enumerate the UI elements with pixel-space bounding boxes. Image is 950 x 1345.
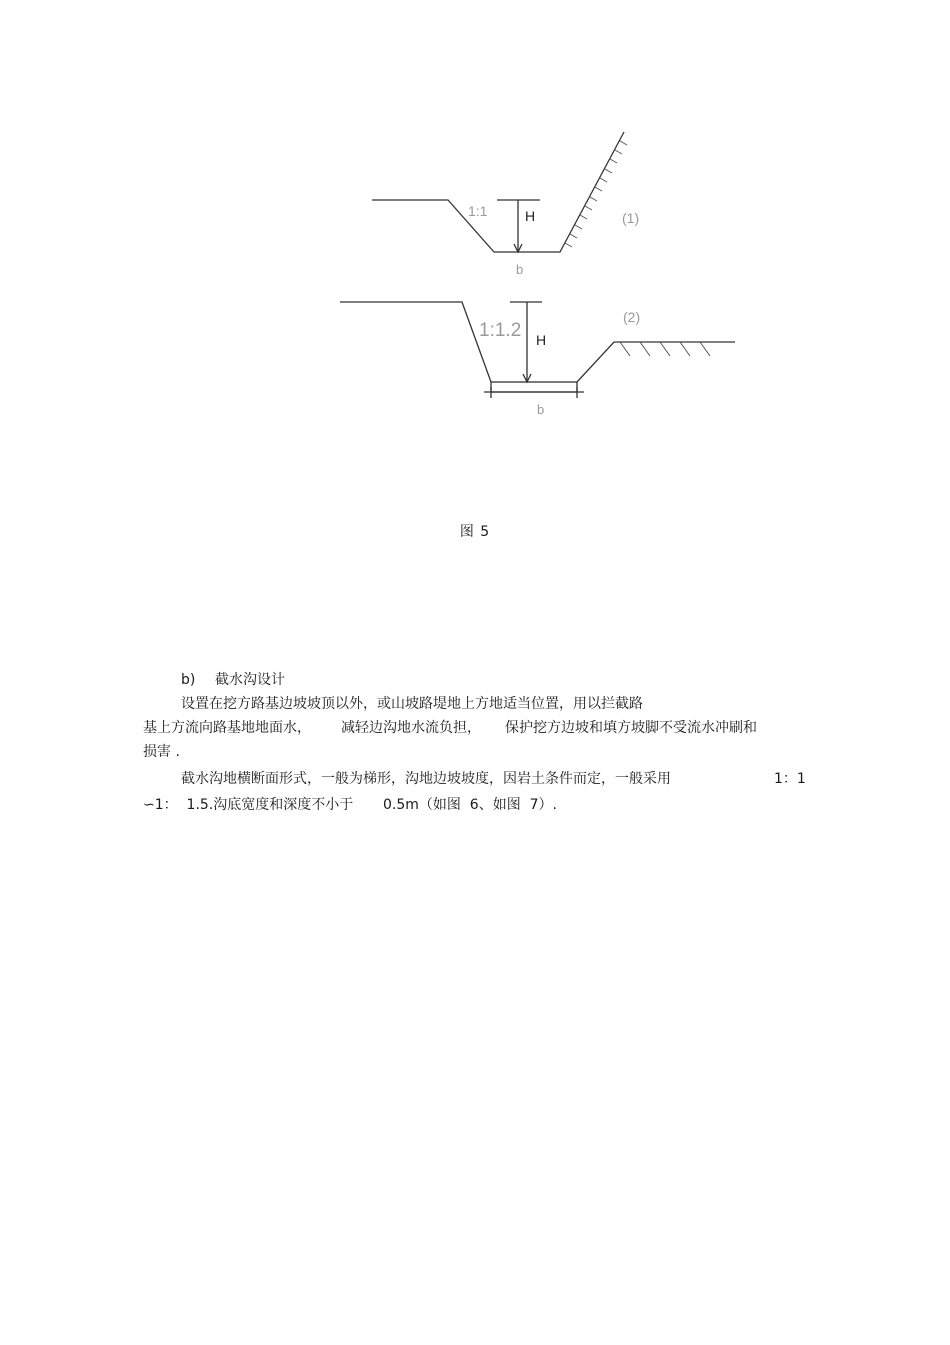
trench-1-number: (1) — [622, 210, 640, 226]
section-marker: b) — [181, 672, 196, 688]
paragraph-2-line-2a: ∽1： 1.5.沟底宽度和深度不小于 — [143, 797, 354, 813]
trench-1 — [372, 132, 624, 252]
paragraph-1-line-3: 损害 . — [143, 744, 180, 760]
paragraph-2-line-1a: 截水沟地横断面形式，一般为梯形，沟地边坡坡度，因岩土条件而定，一般采用 — [181, 771, 671, 787]
trench-2-width-label: b — [537, 402, 545, 417]
trench-2-bottom-slab — [491, 382, 577, 392]
trench-diagram — [0, 0, 950, 480]
trench-2-height-label: H — [536, 332, 547, 348]
trench-1-slope-hatching — [565, 141, 627, 247]
paragraph-1-line-2b: 减轻边沟地水流负担， — [341, 720, 481, 736]
trench-2-number: (2) — [623, 309, 641, 325]
paragraph-1-line-1: 设置在挖方路基边坡坡顶以外，或山坡路堤地上方地适当位置，用以拦截路 — [181, 696, 643, 712]
trench-2-slope-ratio: 1:1.2 — [479, 320, 522, 341]
trench-1-width-label: b — [516, 262, 524, 277]
trench-1-height-label: H — [525, 208, 536, 224]
trench-cross-section-figure — [0, 0, 950, 480]
section-heading: 截水沟设计 — [215, 672, 285, 688]
trench-1-profile — [372, 132, 624, 252]
trench-1-slope-ratio: 1:1 — [468, 203, 488, 219]
paragraph-2-line-1b: 1：1 — [774, 771, 806, 787]
paragraph-1-line-2a: 基上方流向路基地地面水， — [143, 720, 311, 736]
trench-2-ground-hatching — [620, 342, 710, 356]
trench-2-left-profile — [340, 302, 491, 382]
trench-2-right-profile — [577, 342, 735, 382]
trench-2 — [340, 302, 735, 398]
figure-caption: 图 5 — [459, 524, 491, 540]
paragraph-2-line-2b: 0.5m（如图 6、如图 7）. — [383, 797, 557, 813]
paragraph-1-line-2c: 保护挖方边坡和填方坡脚不受流水冲刷和 — [505, 720, 757, 736]
